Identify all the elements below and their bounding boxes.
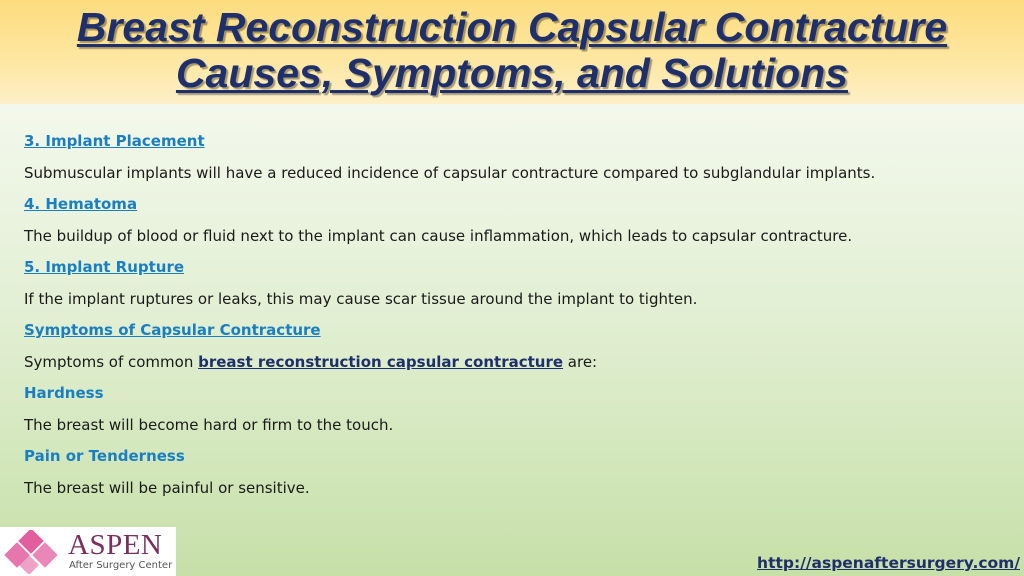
hardness-text: The breast will become hard or firm to the touch. <box>24 415 394 434</box>
symptoms-heading-row <box>24 316 1004 348</box>
capsular-contracture-link[interactable]: breast reconstruction capsular contracture <box>198 352 564 371</box>
page-title-line-2: Causes, Symptoms, and Solutions <box>175 50 849 96</box>
implant-rupture-text: If the implant ruptures or leaks, this may cause scar tissue around the implant to tighten. <box>24 289 698 308</box>
hematoma-text: The buildup of blood or fluid next to the implant can cause inflammation, which leads to capsular contracture. <box>24 226 853 245</box>
website-link[interactable]: http://aspenaftersurgery.com/ <box>757 554 1020 572</box>
diamond-logo-icon <box>2 530 66 574</box>
hardness-heading: Hardness <box>24 384 104 402</box>
implant-placement-heading-row <box>24 127 1004 159</box>
title-banner <box>0 0 1024 104</box>
symptoms-intro-prefix: Symptoms of common <box>24 352 199 371</box>
aspen-logo <box>0 527 176 576</box>
pain-heading-row <box>24 442 1004 474</box>
implant-rupture-link[interactable]: 5. Implant Rupture <box>24 258 185 276</box>
page-title-line-1: Breast Reconstruction Capsular Contracture <box>76 4 948 50</box>
slide-content <box>24 127 1004 505</box>
implant-rupture-heading-row <box>24 253 1004 285</box>
symptoms-intro-suffix: are: <box>563 352 598 371</box>
logo-name: ASPEN <box>68 529 163 561</box>
pain-text: The breast will be painful or sensitive. <box>24 478 310 497</box>
logo-subtitle: After Surgery Center <box>69 560 173 571</box>
pain-heading: Pain or Tenderness <box>24 447 185 465</box>
implant-placement-text: Submuscular implants will have a reduced incidence of capsular contracture compared to subglandular implants. <box>24 163 876 182</box>
hematoma-heading-row <box>24 190 1004 222</box>
symptoms-link[interactable]: Symptoms of Capsular Contracture <box>24 321 321 339</box>
hematoma-link[interactable]: 4. Hematoma <box>24 195 138 213</box>
implant-placement-link[interactable]: 3. Implant Placement <box>24 132 205 150</box>
hardness-heading-row <box>24 379 1004 411</box>
symptoms-intro <box>24 348 1004 380</box>
